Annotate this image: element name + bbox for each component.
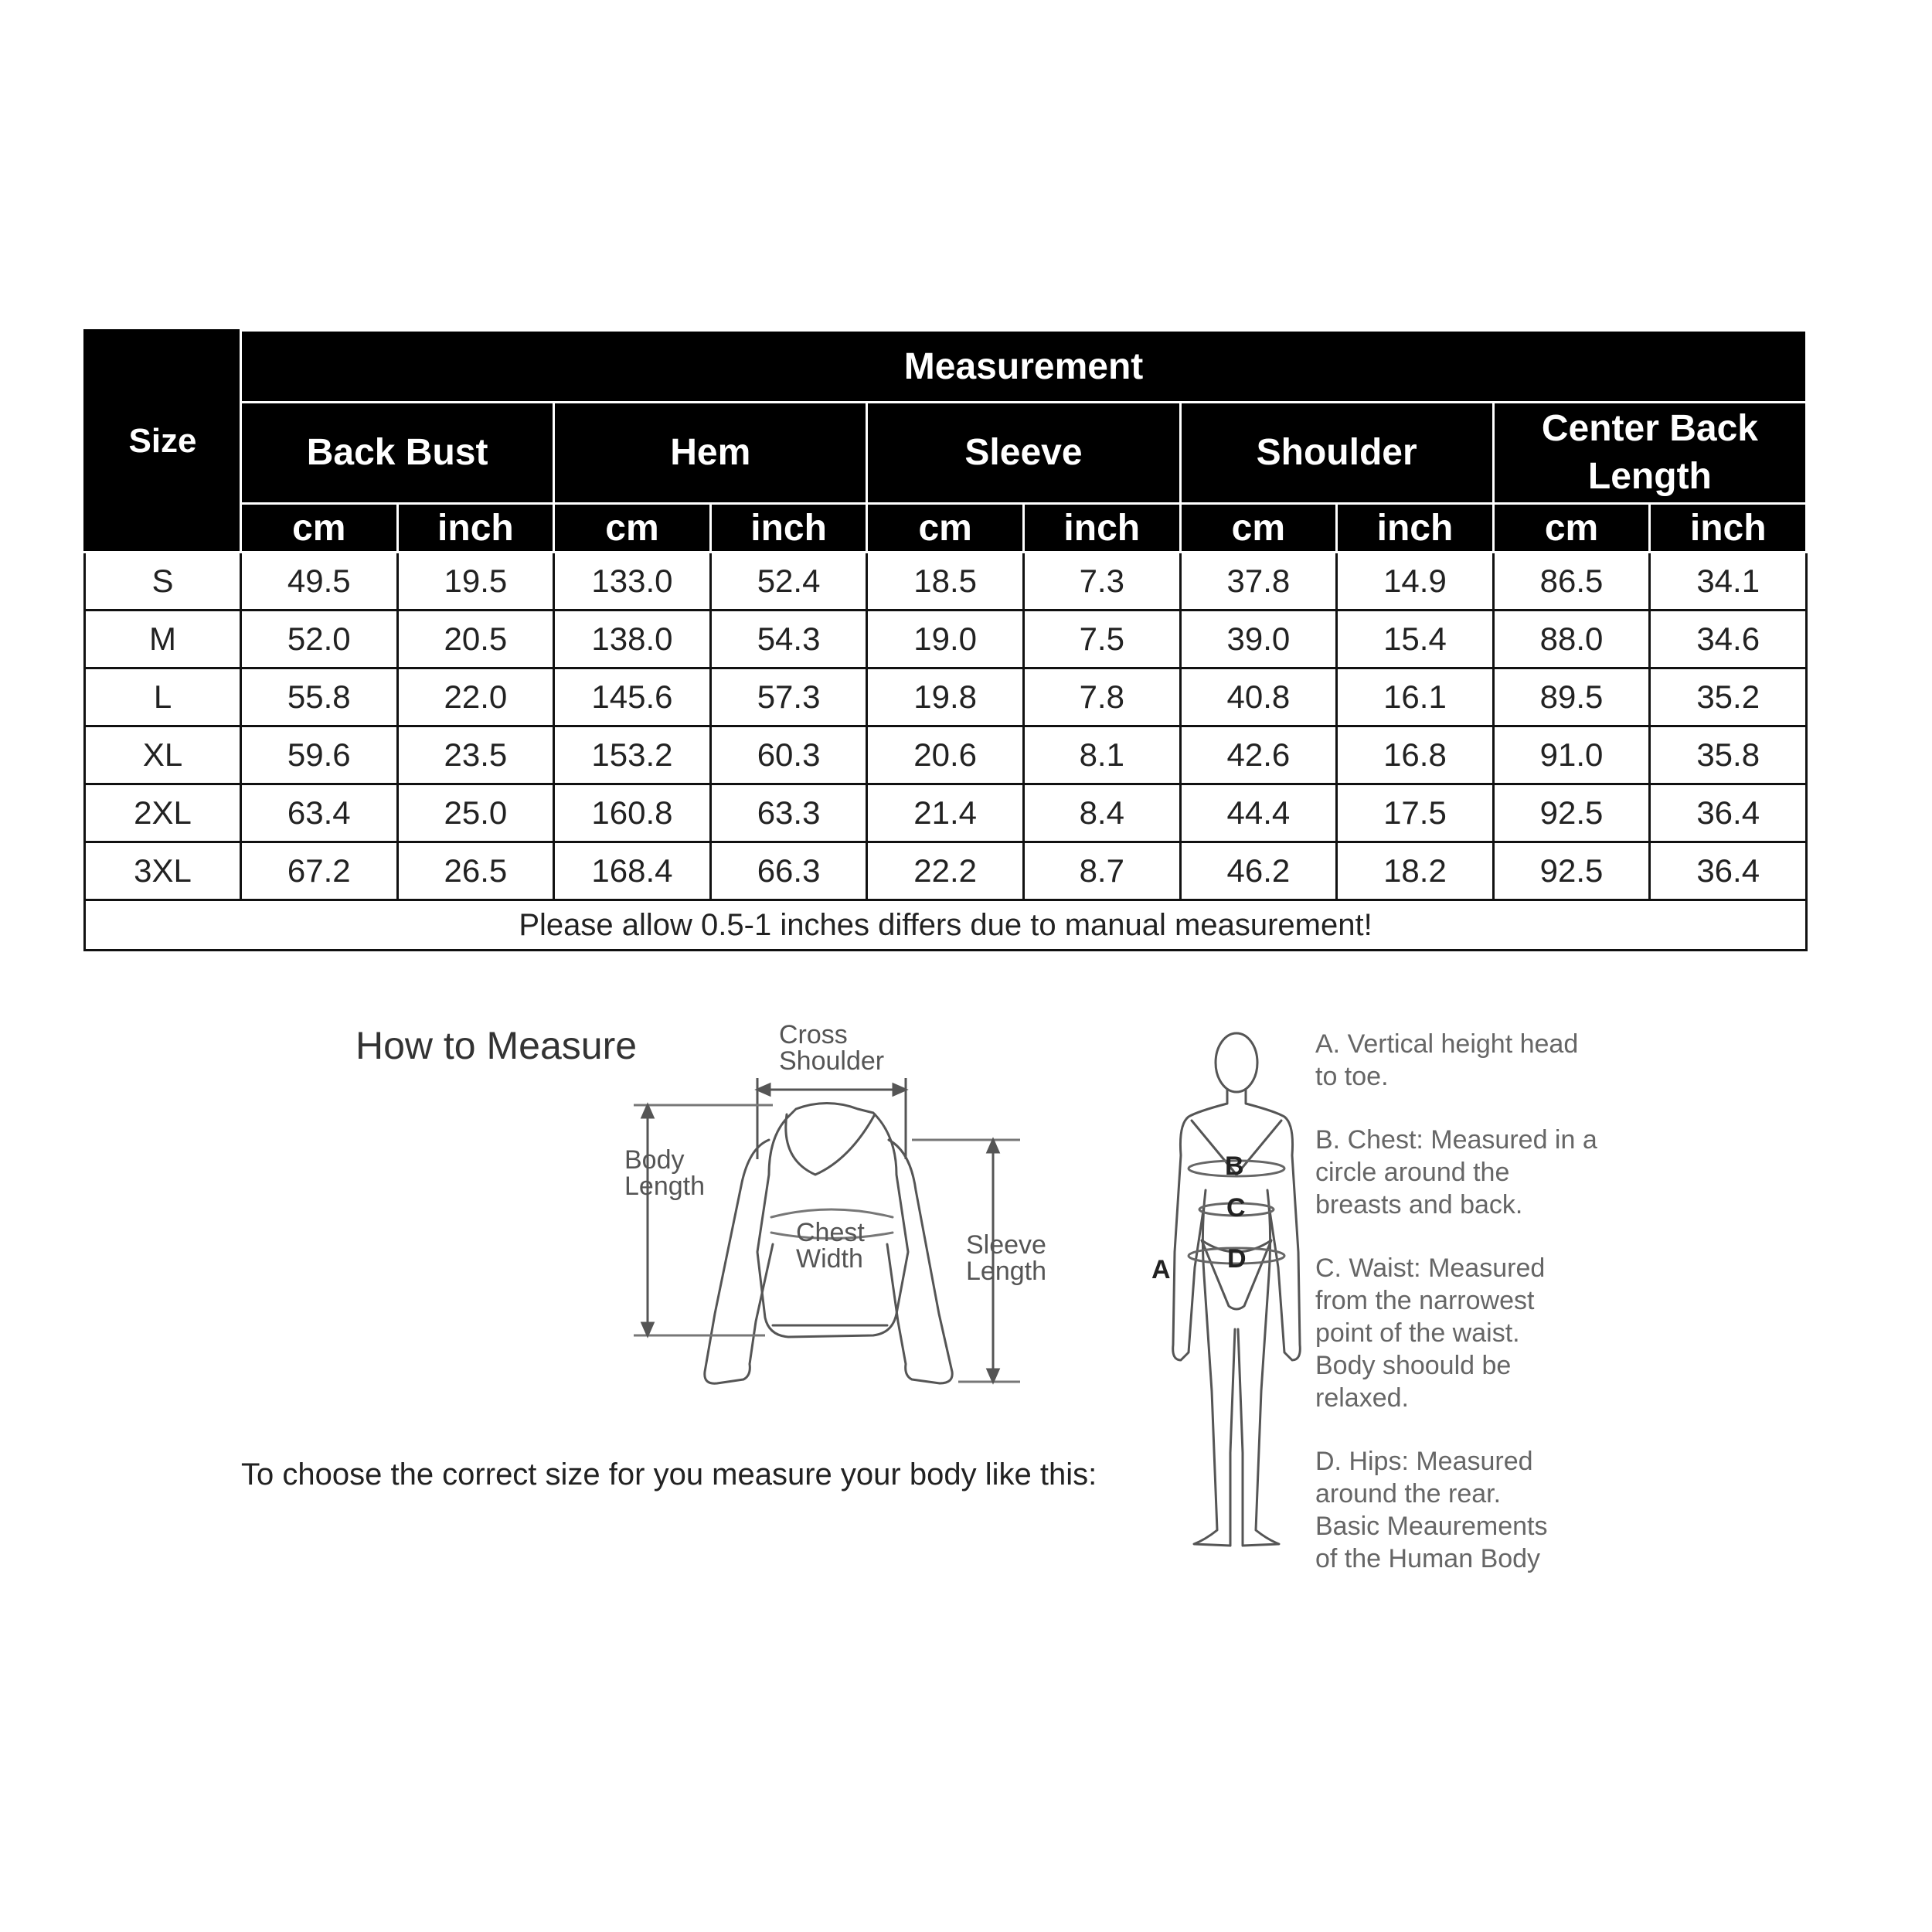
value-cell: 15.4 <box>1337 611 1494 668</box>
value-cell: 49.5 <box>241 553 398 611</box>
body-letter-a: A <box>1151 1255 1171 1284</box>
chest-width-label: Chest Width <box>796 1218 865 1274</box>
legend-item: A. Vertical height head to toe. <box>1315 1029 1579 1091</box>
value-cell: 168.4 <box>554 842 711 900</box>
value-cell: 92.5 <box>1493 784 1650 842</box>
value-cell: 26.5 <box>397 842 554 900</box>
value-cell: 19.8 <box>867 668 1024 726</box>
value-cell: 59.6 <box>241 726 398 784</box>
value-cell: 22.0 <box>397 668 554 726</box>
value-cell: 160.8 <box>554 784 711 842</box>
measurement-legend <box>1315 1028 1686 1606</box>
value-cell: 63.3 <box>710 784 867 842</box>
table-row <box>85 668 1807 726</box>
value-cell: 66.3 <box>710 842 867 900</box>
size-cell: S <box>85 553 241 611</box>
table-row <box>85 784 1807 842</box>
table-note: Please allow 0.5-1 inches differs due to manual measurement! <box>85 900 1807 951</box>
value-cell: 52.4 <box>710 553 867 611</box>
unit-header: inch <box>397 504 554 553</box>
value-cell: 88.0 <box>1493 611 1650 668</box>
body-figure-diagram <box>1144 1020 1329 1561</box>
value-cell: 17.5 <box>1337 784 1494 842</box>
value-cell: 22.2 <box>867 842 1024 900</box>
value-cell: 55.8 <box>241 668 398 726</box>
group-header: Sleeve <box>867 403 1180 504</box>
value-cell: 8.1 <box>1023 726 1180 784</box>
value-cell: 133.0 <box>554 553 711 611</box>
value-cell: 91.0 <box>1493 726 1650 784</box>
cross-shoulder-label: Cross Shoulder <box>779 1020 885 1076</box>
unit-header: inch <box>1023 504 1180 553</box>
size-cell: 3XL <box>85 842 241 900</box>
group-header: Back Bust <box>241 403 554 504</box>
value-cell: 18.2 <box>1337 842 1494 900</box>
value-cell: 35.8 <box>1650 726 1807 784</box>
size-chart-table <box>83 329 1808 951</box>
value-cell: 52.0 <box>241 611 398 668</box>
table-row <box>85 726 1807 784</box>
value-cell: 8.4 <box>1023 784 1180 842</box>
unit-header: inch <box>1337 504 1494 553</box>
body-length-label: Body Length <box>624 1145 705 1201</box>
value-cell: 7.3 <box>1023 553 1180 611</box>
body-letter-d: D <box>1227 1244 1247 1274</box>
size-cell: 2XL <box>85 784 241 842</box>
value-cell: 20.5 <box>397 611 554 668</box>
value-cell: 57.3 <box>710 668 867 726</box>
value-cell: 92.5 <box>1493 842 1650 900</box>
sleeve-length-label: Sleeve Length <box>966 1230 1046 1286</box>
value-cell: 44.4 <box>1180 784 1337 842</box>
value-cell: 23.5 <box>397 726 554 784</box>
measurement-header: Measurement <box>241 331 1807 403</box>
value-cell: 153.2 <box>554 726 711 784</box>
value-cell: 25.0 <box>397 784 554 842</box>
value-cell: 39.0 <box>1180 611 1337 668</box>
unit-header: cm <box>1493 504 1650 553</box>
size-cell: L <box>85 668 241 726</box>
value-cell: 34.6 <box>1650 611 1807 668</box>
unit-header: cm <box>554 504 711 553</box>
value-cell: 34.1 <box>1650 553 1807 611</box>
measure-instruction: To choose the correct size for you measure your body like this: <box>241 1458 1097 1492</box>
value-cell: 19.5 <box>397 553 554 611</box>
unit-header: cm <box>1180 504 1337 553</box>
value-cell: 35.2 <box>1650 668 1807 726</box>
value-cell: 8.7 <box>1023 842 1180 900</box>
value-cell: 145.6 <box>554 668 711 726</box>
group-header: Center Back Length <box>1493 403 1806 504</box>
unit-header: cm <box>867 504 1024 553</box>
value-cell: 138.0 <box>554 611 711 668</box>
value-cell: 7.8 <box>1023 668 1180 726</box>
group-header: Hem <box>554 403 867 504</box>
value-cell: 42.6 <box>1180 726 1337 784</box>
legend-item: C. Waist: Measured from the narrowest point of the waist. Body shoould be relaxed. <box>1315 1253 1546 1413</box>
unit-header: inch <box>710 504 867 553</box>
how-to-measure-title: How to Measure <box>355 1024 638 1067</box>
value-cell: 18.5 <box>867 553 1024 611</box>
value-cell: 36.4 <box>1650 784 1807 842</box>
size-column-header: Size <box>85 331 241 553</box>
value-cell: 40.8 <box>1180 668 1337 726</box>
value-cell: 37.8 <box>1180 553 1337 611</box>
legend-item: B. Chest: Measured in a circle around the breasts and back. <box>1315 1125 1597 1219</box>
body-letter-b: B <box>1225 1151 1244 1181</box>
table-row <box>85 553 1807 611</box>
size-cell: XL <box>85 726 241 784</box>
unit-header: inch <box>1650 504 1807 553</box>
table-row <box>85 611 1807 668</box>
value-cell: 36.4 <box>1650 842 1807 900</box>
value-cell: 14.9 <box>1337 553 1494 611</box>
value-cell: 16.1 <box>1337 668 1494 726</box>
table-row <box>85 842 1807 900</box>
value-cell: 46.2 <box>1180 842 1337 900</box>
value-cell: 19.0 <box>867 611 1024 668</box>
size-cell: M <box>85 611 241 668</box>
value-cell: 63.4 <box>241 784 398 842</box>
value-cell: 86.5 <box>1493 553 1650 611</box>
value-cell: 60.3 <box>710 726 867 784</box>
value-cell: 21.4 <box>867 784 1024 842</box>
body-letter-c: C <box>1226 1193 1246 1223</box>
group-header: Shoulder <box>1180 403 1493 504</box>
value-cell: 20.6 <box>867 726 1024 784</box>
unit-header: cm <box>241 504 398 553</box>
value-cell: 16.8 <box>1337 726 1494 784</box>
value-cell: 67.2 <box>241 842 398 900</box>
value-cell: 7.5 <box>1023 611 1180 668</box>
value-cell: 54.3 <box>710 611 867 668</box>
value-cell: 89.5 <box>1493 668 1650 726</box>
legend-item: D. Hips: Measured around the rear. Basic Meaurements of the Human Body <box>1315 1447 1548 1573</box>
